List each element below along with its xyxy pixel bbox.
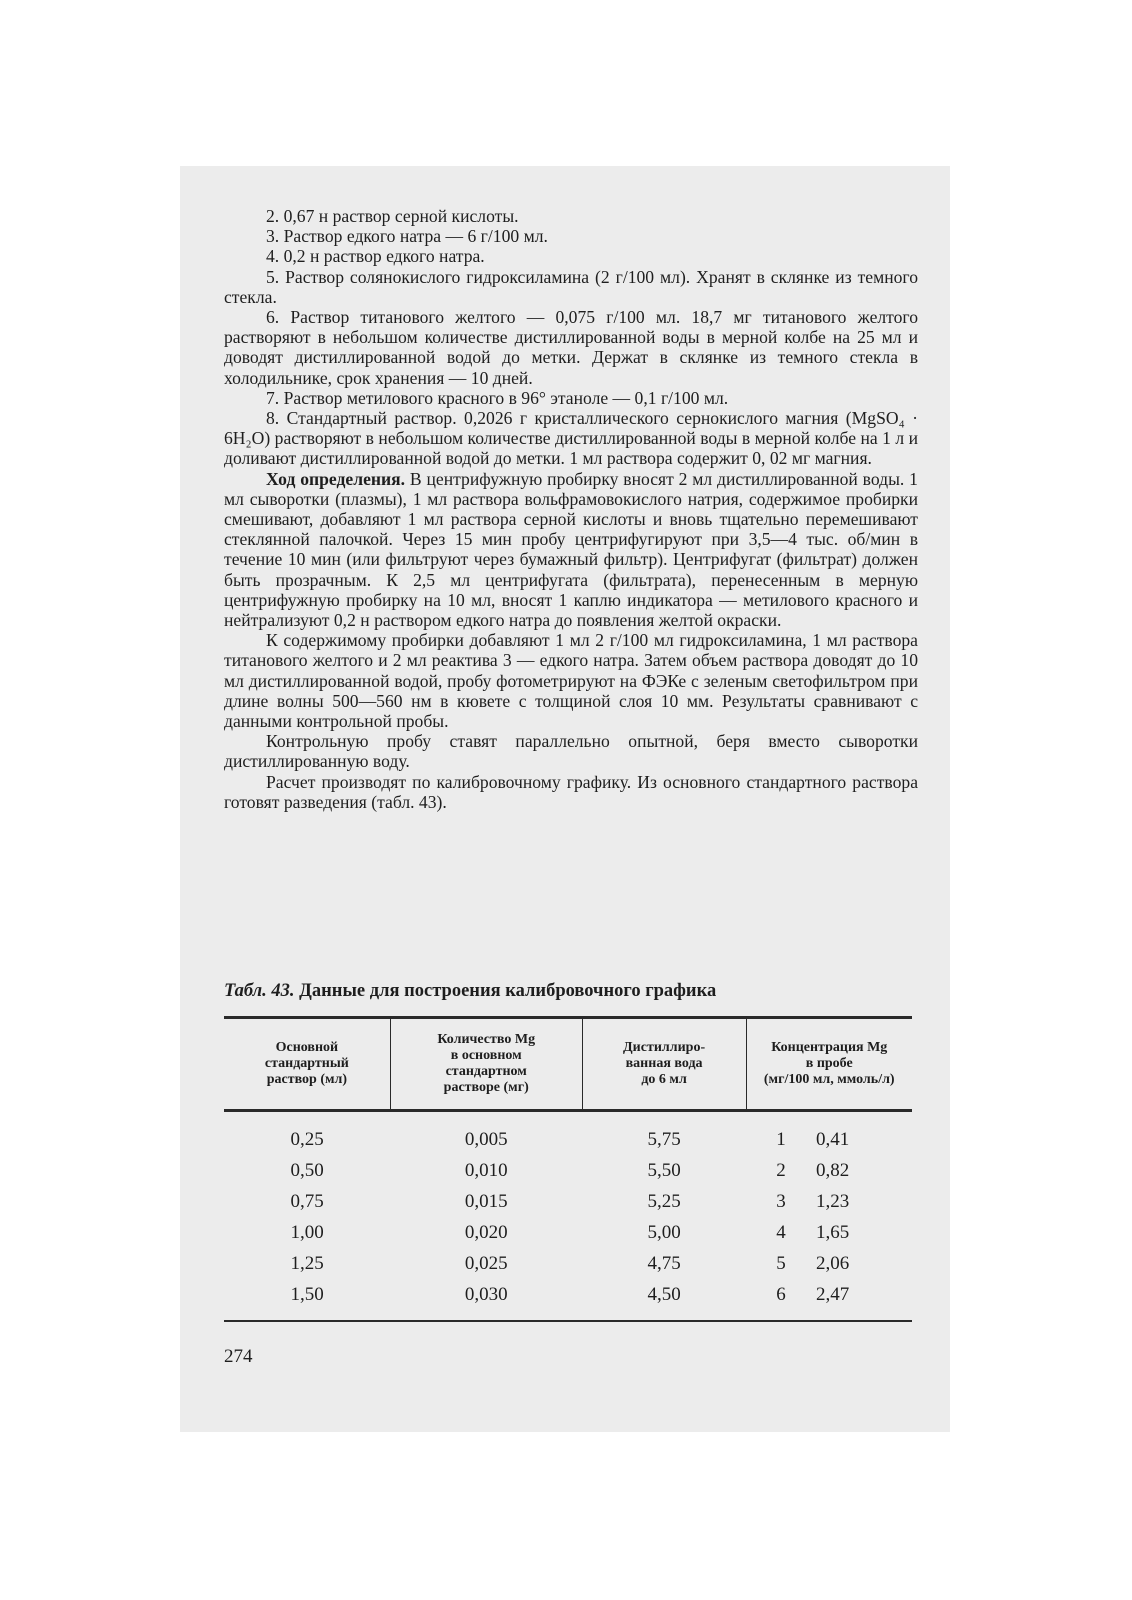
table-cell: 6 xyxy=(746,1279,816,1321)
column-header: Количество Mg в основном стандартном растворе (мг) xyxy=(390,1018,582,1111)
table-row xyxy=(224,1217,912,1248)
table-row xyxy=(224,1186,912,1217)
procedure-paragraph xyxy=(224,469,918,631)
table-row xyxy=(224,1111,912,1156)
column-header: Концентрация Mg в пробе (мг/100 мл, ммоль/л) xyxy=(746,1018,912,1111)
table-label: Табл. 43. xyxy=(224,981,295,1001)
reagent-item: 8. Стандартный раствор. 0,2026 г кристаллического сернокислого магния (MgSO₄ · 6H₂O) растворяют в небольшом количестве дистиллированной воды в мерной колбе на 1 л и доливают дистиллированной водой до метки. 1 мл раствора содержит 0, 02 мг магния. xyxy=(224,408,918,469)
body-paragraph: К содержимому пробирки добавляют 1 мл 2 г/100 мл гидроксиламина, 1 мл раствора титанового желтого и 2 мл реактива 3 — едкого натра. Затем объем раствора доводят до 10 мл дистиллированной водой, пробу фотометрируют на ФЭКе с зеленым светофильтром при длине волны 500—560 нм в кювете с толщиной слоя 10 мм. Результаты сравнивают с данными контрольной пробы. xyxy=(224,630,918,732)
table-cell: 1,23 xyxy=(816,1190,850,1212)
table-cell: 0,75 xyxy=(290,1190,324,1212)
table-cell: 4,50 xyxy=(582,1279,746,1321)
body-paragraph: Расчет производят по калибровочному графику. Из основного стандартного раствора готовят разведения (табл. 43). xyxy=(224,771,918,812)
reagent-item: 3. Раствор едкого натра — 6 г/100 мл. xyxy=(266,226,548,247)
table-cell: 3 xyxy=(776,1190,786,1212)
table-cell: 0,41 xyxy=(816,1128,850,1150)
table-cell: 0,005 xyxy=(464,1128,508,1150)
reagent-item: 5. Раствор солянокислого гидроксиламина (2 г/100 мл). Хранят в склянке из темного стекла. xyxy=(224,266,918,307)
body-paragraph: Контрольную пробу ставят параллельно опытной, беря вместо сыворотки дистиллированную воду. xyxy=(224,731,918,772)
column-header: Дистиллиро- ванная вода до 6 мл xyxy=(582,1018,746,1111)
book-page xyxy=(180,166,950,1432)
table-title: Данные для построения калибровочного графика xyxy=(294,981,717,1001)
table-cell: 1 xyxy=(776,1128,786,1150)
table-cell: 0,50 xyxy=(290,1159,324,1181)
table-cell: 5,75 xyxy=(647,1128,681,1150)
table-cell: 1,50 xyxy=(224,1279,390,1321)
table-cell: 0,030 xyxy=(390,1279,582,1321)
table-row xyxy=(224,1279,912,1321)
table-cell: 1,00 xyxy=(290,1221,324,1243)
table-cell: 5,50 xyxy=(647,1159,681,1181)
table-cell: 1,25 xyxy=(290,1252,324,1274)
table-cell: 0,82 xyxy=(816,1159,850,1181)
body-text xyxy=(224,206,918,812)
table-row xyxy=(224,1155,912,1186)
table-cell: 2,47 xyxy=(816,1279,912,1321)
table-cell: 4 xyxy=(776,1221,786,1243)
reagent-item: 6. Раствор титанового желтого — 0,075 г/100 мл. 18,7 мг титанового желтого растворяют в небольшом количестве дистиллированной воды в мерной колбе на 25 мл и доводят дистиллированной водой до метки. Держат в склянке из темного стекла в холодильнике, срок хранения — 10 дней. xyxy=(224,307,918,388)
reagent-item: 2. 0,67 н раствор серной кислоты. xyxy=(266,206,519,226)
table-row xyxy=(224,1248,912,1279)
table-caption xyxy=(224,981,924,1002)
reagent-item: 7. Раствор метилового красного в 96° этаноле — 0,1 г/100 мл. xyxy=(266,387,729,408)
table-cell: 0,010 xyxy=(464,1159,508,1181)
table-cell: 4,75 xyxy=(647,1252,681,1274)
table-cell: 1,65 xyxy=(816,1221,850,1243)
table-cell: 0,025 xyxy=(464,1252,508,1274)
table-cell: 2,06 xyxy=(816,1252,850,1274)
table-cell: 5,00 xyxy=(647,1221,681,1243)
table-cell: 5,25 xyxy=(647,1190,681,1212)
procedure-heading: Ход определения. xyxy=(266,468,406,489)
table-cell: 2 xyxy=(776,1159,786,1181)
procedure-text: В центрифужную пробирку вносят 2 мл дистиллированной воды. 1 мл сыворотки (плазмы), 1 мл раствора вольфрамовокислого натрия, содержимое пробирки смешивают, добавляют 1 мл раствора серной кислоты и вновь тщательно перемешивают стеклянной палочкой. Через 15 мин пробу центрифугируют при 3,5—4 тыс. об/мин в течение 10 мин (или фильтруют через бумажный фильтр). Центрифугат (фильтрат) должен быть прозрачным. К 2,5 мл центрифугата (фильтрата), перенесенным в мерную центрифужную пробирку на 10 мл, вносят 1 каплю индикатора — метилового красного и нейтрализуют 0,2 н раствором едкого натра до появления желтой окраски. xyxy=(224,468,918,631)
calibration-table xyxy=(224,1016,912,1322)
table-cell: 0,25 xyxy=(290,1128,324,1150)
column-header: Основной стандартный раствор (мл) xyxy=(224,1018,390,1111)
reagent-item: 4. 0,2 н раствор едкого натра. xyxy=(266,246,485,267)
table-cell: 0,015 xyxy=(464,1190,508,1212)
table-cell: 5 xyxy=(776,1252,786,1274)
table-header-row xyxy=(224,1018,912,1111)
table-cell: 0,020 xyxy=(464,1221,508,1243)
page-number: 274 xyxy=(224,1346,253,1367)
